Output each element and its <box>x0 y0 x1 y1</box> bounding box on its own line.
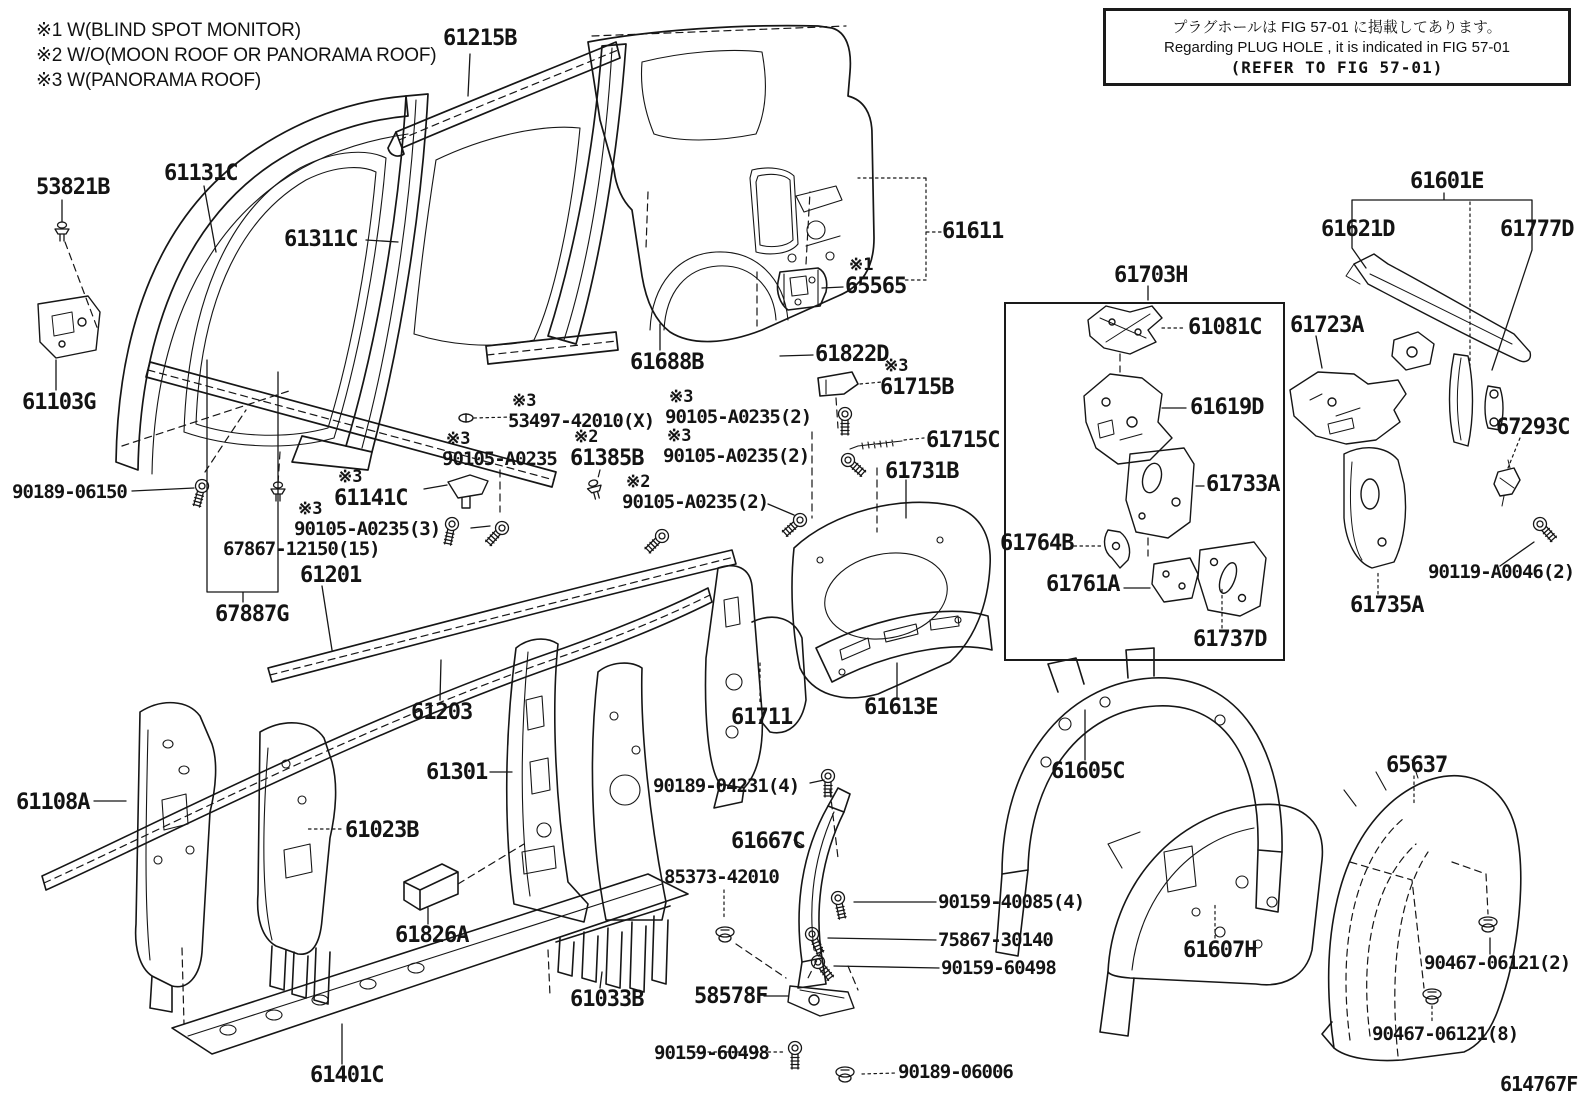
legend-line-3: ※3 W(PANORAMA ROOF) <box>36 70 261 91</box>
part-label-61733A: 61733A <box>1206 472 1280 497</box>
part-label-61731B: 61731B <box>885 459 959 484</box>
part-label-61401C: 61401C <box>310 1063 384 1088</box>
part-label-90467-06121-8: 90467-06121(8) <box>1372 1023 1519 1045</box>
part-label-90105-A0235-2-c: ※2 90105-A0235(2) <box>622 472 769 513</box>
part-label-61023B: 61023B <box>345 818 419 843</box>
part-label-61081C: 61081C <box>1188 315 1262 340</box>
part-label-61605C: 61605C <box>1051 759 1125 784</box>
part-label-61822D: 61822D <box>815 342 889 367</box>
part-label-90189-06006: 90189-06006 <box>898 1061 1013 1083</box>
part-label-53497-42010: ※3 53497-42010(X) <box>508 391 655 432</box>
wheel-housing-drawings <box>996 648 1521 1061</box>
part-label-67887G: 67887G <box>215 602 289 627</box>
part-label-61715C: 61715C <box>926 428 1000 453</box>
part-label-61033B: 61033B <box>570 987 644 1012</box>
part-label-61764B: 61764B <box>1000 531 1074 556</box>
part-label-61203: 61203 <box>411 700 473 725</box>
right-column-parts <box>38 254 1530 1016</box>
part-label-67293C: 67293C <box>1496 415 1570 440</box>
part-label-61715B: ※3 61715B <box>880 356 954 400</box>
part-label-61761A: 61761A <box>1046 572 1120 597</box>
note-japanese: プラグホールは FIG 57-01 に掲載してあります。 <box>1172 19 1502 36</box>
diagram-code: 614767F <box>1500 1072 1578 1096</box>
part-label-61735A: 61735A <box>1350 593 1424 618</box>
part-label-61777D: 61777D <box>1500 217 1574 242</box>
wheel-housing-details <box>1041 697 1418 970</box>
part-label-90159-40085: 90159-40085(4) <box>938 891 1085 913</box>
part-label-90159-60498-b: 90159-60498 <box>654 1042 769 1064</box>
part-label-61667C: 61667C <box>731 829 805 854</box>
part-label-61621D: 61621D <box>1321 217 1395 242</box>
legend-line-2: ※2 W/O(MOON ROOF OR PANORAMA ROOF) <box>36 45 437 66</box>
note-english: Regarding PLUG HOLE , it is indicated in FIG 57-01 <box>1164 39 1510 56</box>
part-label-90159-60498-a: 90159-60498 <box>941 957 1056 979</box>
part-label-58578F: 58578F <box>694 984 768 1009</box>
part-label-90105-A0235-2-a: ※3 90105-A0235(2) <box>665 387 812 428</box>
part-label-61688B: 61688B <box>630 350 704 375</box>
part-label-65637: 65637 <box>1386 753 1448 778</box>
part-label-75867-30140: 75867-30140 <box>938 929 1053 951</box>
part-label-90105-A0235: ※3 90105-A0235 <box>442 429 557 470</box>
part-label-61619D: 61619D <box>1190 395 1264 420</box>
part-label-61711: 61711 <box>731 705 793 730</box>
part-label-65565: ※1 65565 <box>845 255 907 299</box>
part-label-67867-12150: 67867-12150(15) <box>223 538 380 560</box>
part-label-61103G: 61103G <box>22 390 96 415</box>
part-label-90119-A0046: 90119-A0046(2) <box>1428 561 1575 583</box>
part-label-61215B: 61215B <box>443 26 517 51</box>
legend <box>36 18 436 93</box>
part-label-90467-06121-2: 90467-06121(2) <box>1424 952 1571 974</box>
part-label-61385B: ※2 61385B <box>570 427 644 471</box>
legend-line-1: ※1 W(BLIND SPOT MONITOR) <box>36 20 301 41</box>
note-refer: (REFER TO FIG 57-01) <box>1230 58 1444 77</box>
part-label-90189-06150: 90189-06150 <box>12 481 127 503</box>
part-label-61611: 61611 <box>942 219 1004 244</box>
part-label-61723A: 61723A <box>1290 313 1364 338</box>
part-label-61141C: ※3 61141C <box>334 467 408 511</box>
part-label-90105-A0235-2-b: ※3 90105-A0235(2) <box>663 426 810 467</box>
part-label-61311C: 61311C <box>284 227 358 252</box>
part-label-90189-04231: 90189-04231(4) <box>653 775 800 797</box>
plug-hole-note-box <box>1103 8 1571 86</box>
part-label-61826A: 61826A <box>395 923 469 948</box>
part-label-61737D: 61737D <box>1193 627 1267 652</box>
part-label-90105-A0235-3: ※3 90105-A0235(3) <box>294 499 441 540</box>
part-label-61131C: 61131C <box>164 161 238 186</box>
part-label-85373-42010: 85373-42010 <box>664 866 779 888</box>
part-label-61613E: 61613E <box>864 695 938 720</box>
part-label-61108A: 61108A <box>16 790 90 815</box>
part-label-61301: 61301 <box>426 760 488 785</box>
part-label-61201: 61201 <box>300 563 362 588</box>
part-label-61703H: 61703H <box>1114 263 1188 288</box>
part-label-53821B: 53821B <box>36 175 110 200</box>
fastener-glyphs <box>55 219 1559 1082</box>
part-label-61601E: 61601E <box>1410 169 1484 194</box>
part-label-61607H: 61607H <box>1183 938 1257 963</box>
